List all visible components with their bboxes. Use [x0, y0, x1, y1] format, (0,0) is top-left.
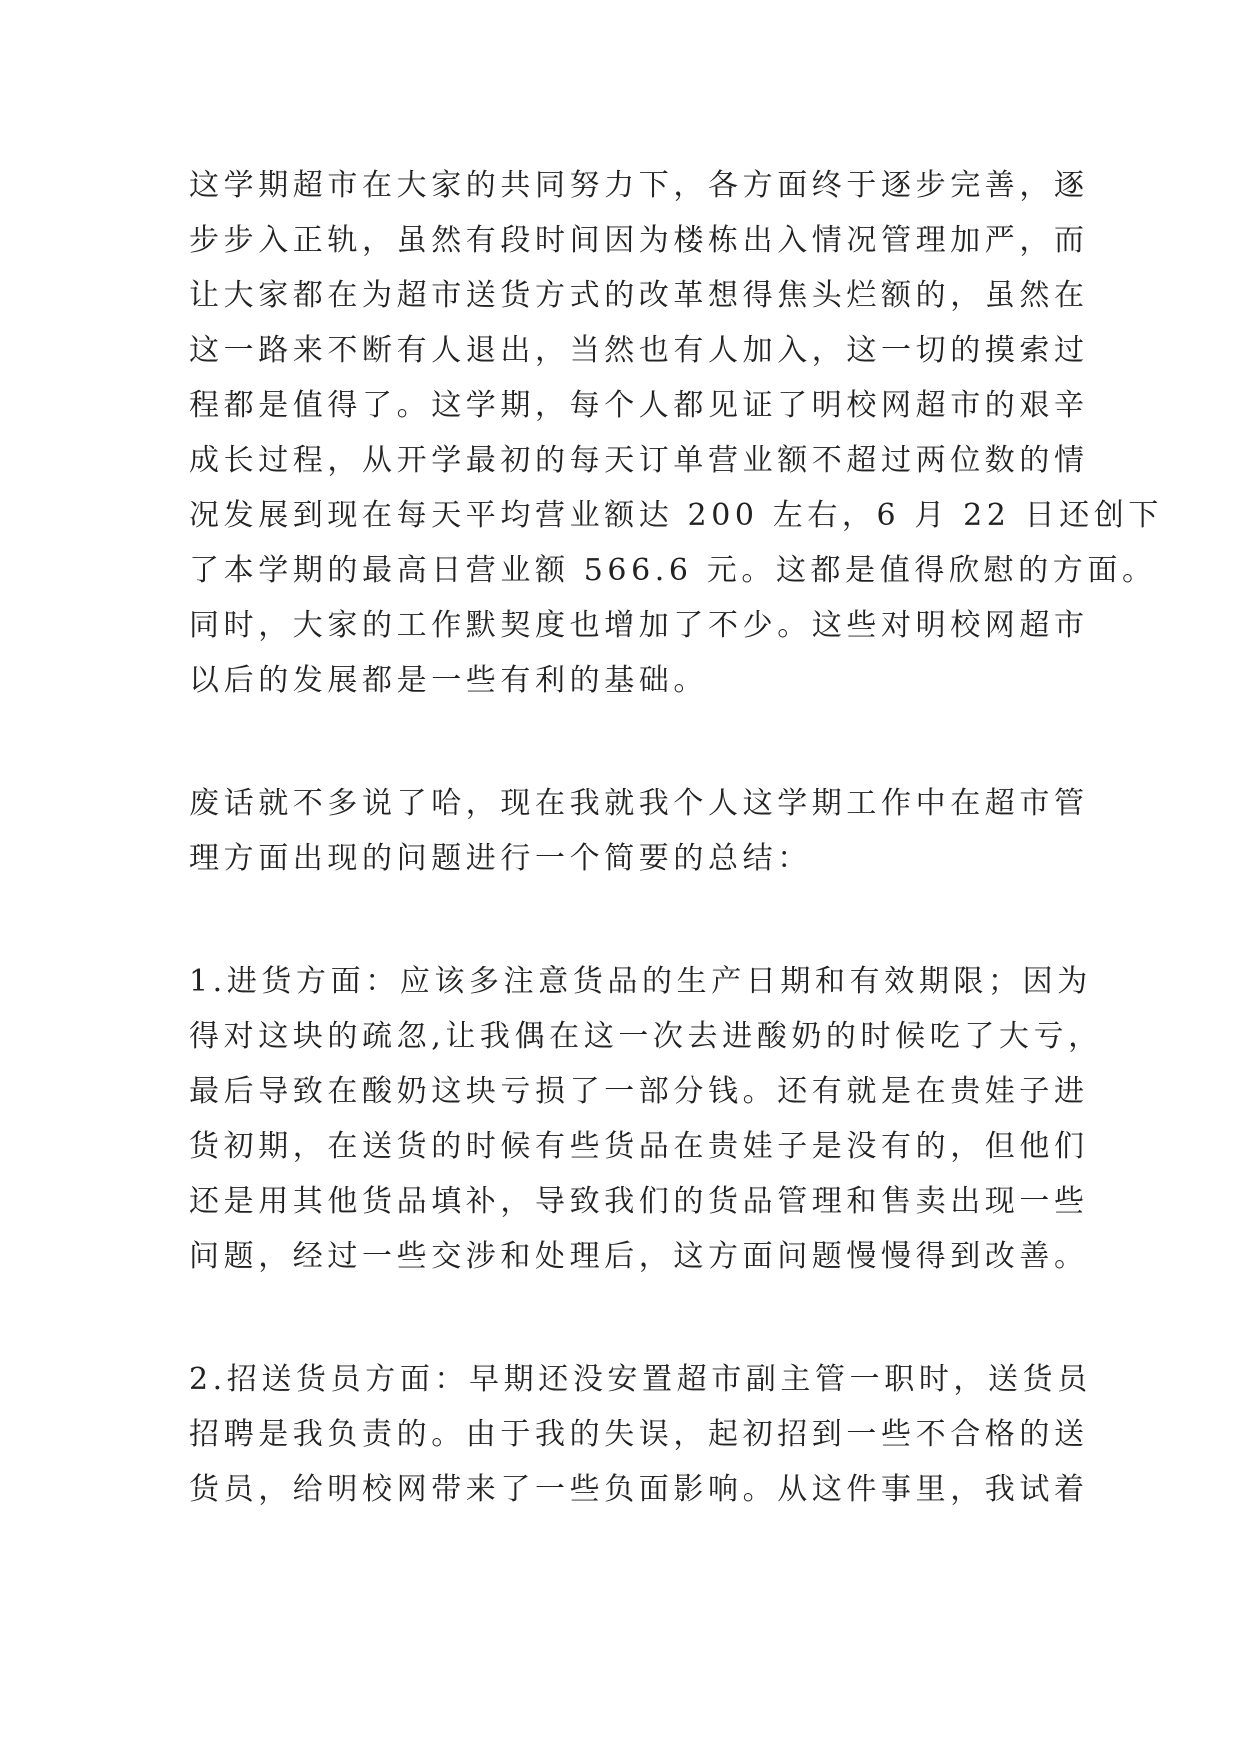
- text-line: 得对这块的疏忽,让我偶在这一次去进酸奶的时候吃了大亏，: [189, 1019, 1103, 1054]
- paragraph-spacer: [189, 1284, 1069, 1352]
- text-line: 同时，大家的工作默契度也增加了不少。这些对明校网超市: [189, 608, 1089, 643]
- text-line: 程都是值得了。这学期，每个人都见证了明校网超市的艰辛: [189, 388, 1089, 423]
- text-line: 让大家都在为超市送货方式的改革想得焦头烂额的，虽然在: [189, 278, 1089, 313]
- text-line: 废话就不多说了哈，现在我就我个人这学期工作中在超市管: [189, 786, 1089, 821]
- text-line: 成长过程，从开学最初的每天订单营业额不超过两位数的情: [189, 443, 1089, 478]
- text-line: 步步入正轨，虽然有段时间因为楼栋出入情况管理加严，而: [189, 223, 1089, 258]
- text-line: 理方面出现的问题进行一个简要的总结：: [189, 841, 812, 876]
- text-line: 货初期，在送货的时候有些货品在贵娃子是没有的，但他们: [189, 1129, 1089, 1164]
- paragraph-spacer: [189, 886, 1069, 954]
- text-line: 问题，经过一些交涉和处理后，这方面问题慢慢得到改善。: [189, 1239, 1089, 1274]
- paragraph-item-2: [189, 1352, 1092, 1517]
- paragraph-summary: [189, 158, 1164, 708]
- text-line: 还是用其他货品填补，导致我们的货品管理和售卖出现一些: [189, 1184, 1089, 1219]
- text-line: 招聘是我负责的。由于我的失误，起初招到一些不合格的送: [189, 1417, 1089, 1452]
- text-line: 这一路来不断有人退出，当然也有人加入，这一切的摸索过: [189, 333, 1089, 368]
- text-line: 2.招送货员方面：早期还没安置超市副主管一职时，送货员: [189, 1362, 1092, 1397]
- text-line: 最后导致在酸奶这块亏损了一部分钱。还有就是在贵娃子进: [189, 1074, 1089, 1109]
- text-line: 以后的发展都是一些有利的基础。: [189, 663, 708, 698]
- text-line: 了本学期的最高日营业额 566.6 元。这都是值得欣慰的方面。: [189, 553, 1157, 588]
- text-line: 货员，给明校网带来了一些负面影响。从这件事里，我试着: [189, 1472, 1089, 1507]
- text-line: 况发展到现在每天平均营业额达 200 左右，6 月 22 日还创下: [189, 498, 1164, 533]
- document-body: [189, 158, 1164, 1517]
- paragraph-spacer: [189, 708, 1069, 776]
- text-line: 1.进货方面：应该多注意货品的生产日期和有效期限；因为: [189, 964, 1092, 999]
- text-line: 这学期超市在大家的共同努力下，各方面终于逐步完善，逐: [189, 168, 1089, 203]
- paragraph-item-1: [189, 954, 1103, 1284]
- paragraph-intro: [189, 776, 1089, 886]
